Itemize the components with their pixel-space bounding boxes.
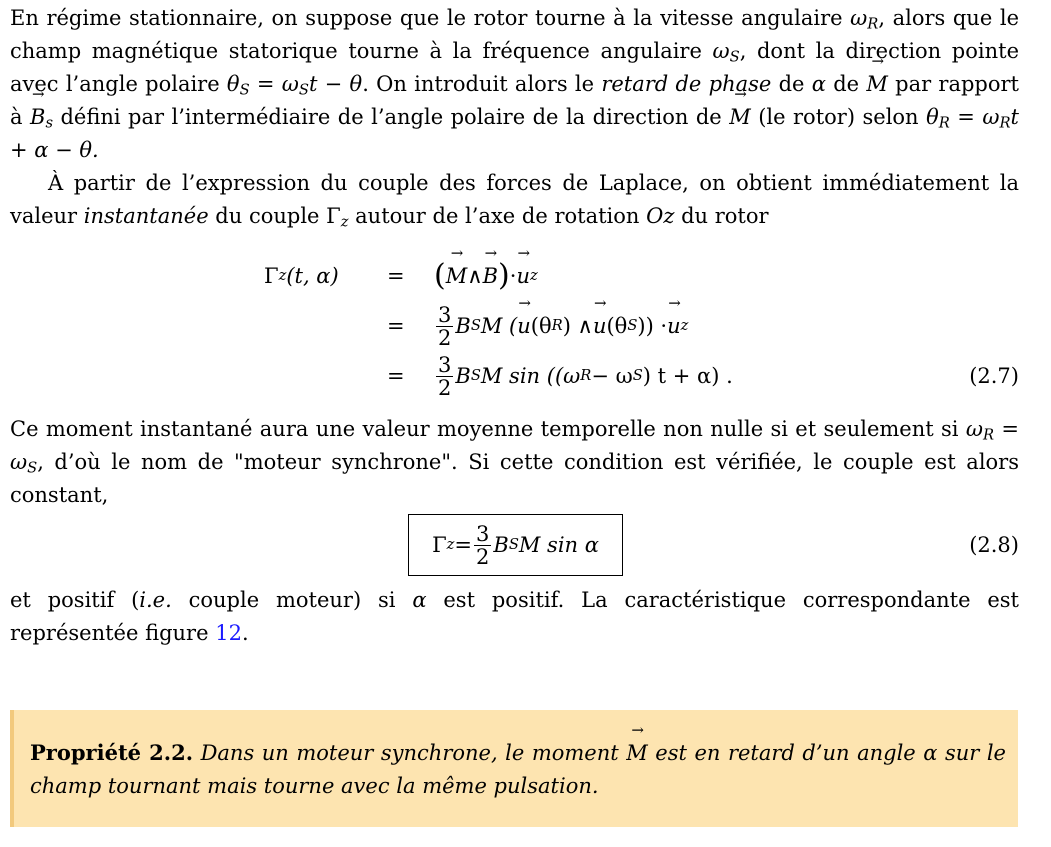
equation-row-1 xyxy=(10,251,1019,301)
equation-rhs-2: $\frac{3}{2}$ B S M ( → u (θ R ) ∧ → u (θ S )) · → u z xyxy=(434,301,688,351)
figure-reference-link[interactable]: 12 xyxy=(215,621,242,645)
fraction-three-halves: $\frac{3}{2}$ xyxy=(438,352,452,400)
equation-rhs-3: $\frac{3}{2}$ B S M sin ((ω R − ω S ) t + α) . xyxy=(438,352,733,400)
equation-row-3 xyxy=(10,351,1019,401)
boxed-equation-2-8 xyxy=(10,512,1019,582)
equals-sign: = xyxy=(387,313,405,338)
property-title: Propriété 2.2. xyxy=(30,740,194,765)
fraction-three-halves: $\frac{3}{2}$ xyxy=(476,521,490,569)
paragraph-couple-moteur: et positif (i.e. couple moteur) si α est positif. La caractéristique correspondante est représentée figure 12. xyxy=(10,588,1019,645)
paragraph-regime-stationnaire: En régime stationnaire, on suppose que le rotor tourne à la vitesse angulaire $\omega_R$, alors que le champ magnétique statorique tourne à la fréquence angulaire $\omega_S$, dont la direction pointe avec l’angle polaire $\theta_S = \omega_St - \theta$. On introduit alors le retard de phase de α de → M par rapport à → $B_s$ défini par l’intermédiaire de l’angle polaire de la direction de → M (le rotor) selon $\theta_R = \omega_Rt + \alpha - \theta$. xyxy=(10,0,1019,167)
paragraph-moteur-synchrone: Ce moment instantané aura une valeur moyenne temporelle non nulle si et seulement si $\omega_R = \omega_S$, d’où le nom de "moteur synchrone". Si cette condition est vérifiée, le couple est alors constant, xyxy=(10,417,1019,507)
equals-sign: = xyxy=(387,363,405,388)
boxed-equation: Γ z = $\frac{3}{2}$ B S M sin α xyxy=(408,514,623,576)
equation-number-2-7: (2.7) xyxy=(969,363,1019,388)
paragraph-couple-laplace: À partir de l’expression du couple des forces de Laplace, on obtient immédiatement la valeur instantanée du couple $\Gamma_z$ autour de l’axe de rotation Oz du rotor xyxy=(10,171,1019,231)
property-statement: Propriété 2.2. Dans un moteur synchrone, le moment → M est en retard d’un angle α sur le champ tournant mais tourne avec la même pulsation. xyxy=(30,736,1006,803)
property-box xyxy=(10,710,1018,827)
equation-number-2-8: (2.8) xyxy=(969,532,1019,557)
equation-rhs-1: ( → M ∧ → B ) · → u z xyxy=(434,251,538,301)
equals-sign: = xyxy=(387,263,405,288)
equation-row-2 xyxy=(10,301,1019,351)
equation-lhs: Γ z (t, α) xyxy=(264,263,339,288)
fraction-three-halves: $\frac{3}{2}$ xyxy=(438,302,452,350)
equation-array-2-7 xyxy=(10,251,1019,401)
